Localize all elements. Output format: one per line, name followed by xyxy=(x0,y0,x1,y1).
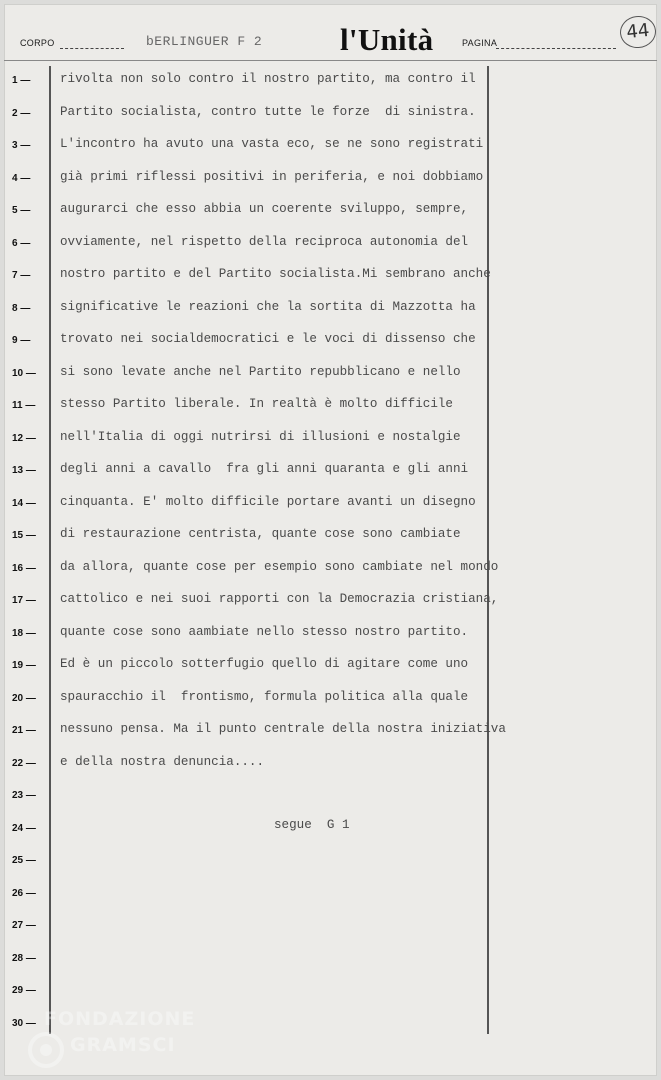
line-number: 2 — xyxy=(12,107,31,119)
text-line: da allora, quante cose per esempio sono cambiate nel mondo xyxy=(60,559,499,574)
text-line: quante cose sono aambiate nello stesso nostro partito. xyxy=(60,624,469,639)
text-line: si sono levate anche nel Partito repubblicano e nello xyxy=(60,364,461,379)
line-number: 20 — xyxy=(12,692,36,704)
text-line: ovviamente, nel rispetto della reciproca autonomia del xyxy=(60,234,469,249)
line-number: 9 — xyxy=(12,335,31,346)
text-line: Partito socialista, contro tutte le forze di sinistra. xyxy=(60,104,476,119)
line-number: 15 — xyxy=(12,530,36,541)
watermark-line-1: FONDAZIONE xyxy=(44,1008,196,1030)
line-number: 24 — xyxy=(12,822,36,834)
pagina-label: PAGINA xyxy=(462,38,498,48)
handwritten-page-number: 44 xyxy=(618,14,657,50)
watermark-line-2: GRAMSCI xyxy=(70,1034,176,1056)
continuation-note: segue G 1 xyxy=(274,818,350,832)
text-line: degli anni a cavallo fra gli anni quaranta e gli anni xyxy=(60,462,469,476)
line-number: 7 — xyxy=(12,270,31,281)
line-number: 19 — xyxy=(12,660,36,671)
line-number: 8 — xyxy=(12,302,31,314)
line-number: 25 — xyxy=(12,855,36,866)
line-number: 22 — xyxy=(12,757,36,769)
masthead-logo: l'Unità xyxy=(340,22,434,57)
text-line: nostro partito e del Partito socialista.Mi sembrano anche xyxy=(60,267,491,281)
fondazione-gramsci-watermark xyxy=(26,1008,196,1068)
text-line: nell'Italia di oggi nutrirsi di illusioni e nostalgie xyxy=(60,429,461,444)
line-number: 12 — xyxy=(12,432,36,444)
line-number: 18 — xyxy=(12,627,36,639)
text-line: di restaurazione centrista, quante cose sono cambiate xyxy=(60,527,461,541)
line-number: 3 — xyxy=(12,140,31,151)
line-number: 26 — xyxy=(12,887,36,899)
text-line: cinquanta. E' molto difficile portare avanti un disegno xyxy=(60,494,476,509)
text-line: L'incontro ha avuto una vasta eco, se ne sono registrati xyxy=(60,137,484,151)
line-number-gutter xyxy=(4,4,54,1076)
watermark-logo-icon xyxy=(26,1030,66,1070)
line-number: 5 — xyxy=(12,205,31,216)
text-line: augurarci che esso abbia un coerente sviluppo, sempre, xyxy=(60,202,469,216)
text-line: Ed è un piccolo sotterfugio quello di agitare come uno xyxy=(60,657,469,671)
typed-text-body xyxy=(60,4,657,1076)
text-line: stesso Partito liberale. In realtà è molto difficile xyxy=(60,397,453,411)
text-line: già primi riflessi positivi in periferia, e noi dobbiamo xyxy=(60,169,484,184)
line-number: 6 — xyxy=(12,237,31,249)
corpo-label: CORPO xyxy=(20,38,55,48)
typescript-page xyxy=(4,4,657,1076)
line-number: 28 — xyxy=(12,952,36,964)
line-number: 11 — xyxy=(12,400,36,411)
text-line: spauracchio il frontismo, formula politica alla quale xyxy=(60,689,469,704)
corpo-typed-value: bERLINGUER F 2 xyxy=(146,34,263,49)
text-line: significative le reazioni che la sortita di Mazzotta ha xyxy=(60,299,476,314)
text-line: rivolta non solo contro il nostro partito, ma contro il xyxy=(60,72,476,86)
line-number: 23 — xyxy=(12,790,36,801)
text-line: e della nostra denuncia.... xyxy=(60,754,265,769)
line-number: 29 — xyxy=(12,985,36,996)
line-number: 21 — xyxy=(12,725,36,736)
line-number: 4 — xyxy=(12,172,31,184)
line-number: 1 — xyxy=(12,75,31,86)
text-line: trovato nei socialdemocratici e le voci di dissenso che xyxy=(60,332,476,346)
line-number: 17 — xyxy=(12,595,36,606)
line-number: 16 — xyxy=(12,562,36,574)
text-line: cattolico e nei suoi rapporti con la Democrazia cristiana, xyxy=(60,592,499,606)
text-line: nessuno pensa. Ma il punto centrale della nostra iniziativa xyxy=(60,722,506,736)
line-number: 27 — xyxy=(12,920,36,931)
line-number: 30 — xyxy=(12,1017,36,1029)
line-number: 10 — xyxy=(12,367,36,379)
line-number: 14 — xyxy=(12,497,36,509)
line-number: 13 — xyxy=(12,465,36,476)
